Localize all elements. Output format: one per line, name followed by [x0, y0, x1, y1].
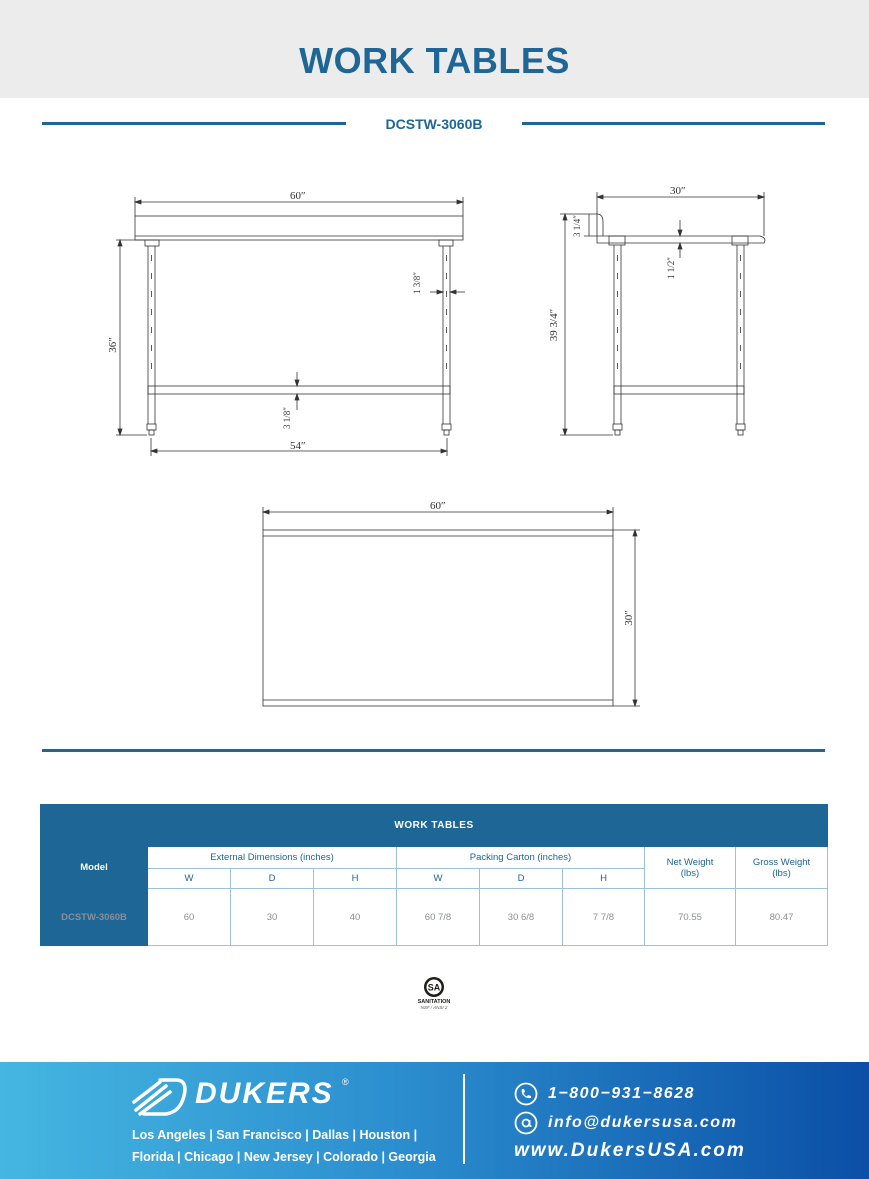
ext-dimensions-header: External Dimensions (inches)	[148, 847, 397, 869]
row-carton-w: 60 7/8	[397, 889, 480, 946]
side-depth-label: 30″	[670, 185, 686, 197]
net-weight-header: Net Weight (lbs)	[645, 847, 736, 889]
cert-label: SANITATION	[417, 999, 451, 1005]
top-view	[263, 507, 640, 706]
ext-w-header: W	[148, 869, 231, 889]
svg-text:SA: SA	[427, 982, 441, 993]
row-gross-weight: 80.47	[736, 889, 828, 946]
website-link[interactable]: www.DukersUSA.com	[514, 1140, 746, 1161]
row-model: DCSTW-3060B	[41, 889, 148, 946]
side-backsplash-label: 3 1/4″	[572, 215, 582, 237]
email-icon	[514, 1111, 538, 1135]
ext-h-header: H	[314, 869, 397, 889]
row-ext-h: 40	[314, 889, 397, 946]
phone-icon	[514, 1082, 538, 1106]
front-leg-span-label: 54″	[290, 440, 306, 452]
brand-name: DUKERS	[195, 1077, 334, 1110]
page-title: WORK TABLES	[299, 40, 570, 81]
phone-link[interactable]: 1−800−931−8628	[548, 1085, 695, 1102]
side-view	[560, 192, 765, 435]
registered-mark: ®	[342, 1077, 349, 1087]
front-shelf-offset-label: 3 1/8″	[282, 407, 292, 429]
dukers-logo-icon	[130, 1076, 190, 1118]
packing-carton-header: Packing Carton (inches)	[397, 847, 645, 869]
gross-weight-header: Gross Weight (lbs)	[736, 847, 828, 889]
top-width-label: 60″	[430, 500, 446, 512]
cert-sub: NSF / ANSI 2	[420, 1005, 448, 1010]
front-height-label: 36″	[107, 337, 119, 353]
ext-d-header: D	[231, 869, 314, 889]
section-divider	[42, 749, 825, 752]
row-ext-d: 30	[231, 889, 314, 946]
side-height-label: 39 3/4″	[548, 308, 560, 342]
row-net-weight: 70.55	[645, 889, 736, 946]
row-carton-h: 7 7/8	[563, 889, 645, 946]
row-carton-d: 30 6/8	[480, 889, 563, 946]
top-depth-label: 30″	[623, 610, 635, 626]
nsf-certification-icon	[414, 974, 454, 1014]
table-title: WORK TABLES	[41, 805, 828, 847]
table-row	[41, 889, 828, 946]
model-header: Model	[41, 847, 148, 889]
cities-line-2: Florida | Chicago | New Jersey | Colorado | Georgia	[132, 1150, 436, 1164]
side-rail-label: 1 1/2″	[666, 257, 676, 279]
footer-divider	[463, 1074, 465, 1164]
front-rail-offset-label: 1 3/8″	[412, 272, 422, 294]
cities-line-1: Los Angeles | San Francisco | Dallas | Houston |	[132, 1128, 418, 1142]
carton-d-header: D	[480, 869, 563, 889]
model-code-label: DCSTW-3060B	[385, 116, 483, 132]
row-ext-w: 60	[148, 889, 231, 946]
carton-h-header: H	[563, 869, 645, 889]
email-link[interactable]: info@dukersusa.com	[548, 1114, 738, 1131]
specification-table	[40, 804, 828, 946]
carton-w-header: W	[397, 869, 480, 889]
front-width-label: 60″	[290, 190, 306, 202]
